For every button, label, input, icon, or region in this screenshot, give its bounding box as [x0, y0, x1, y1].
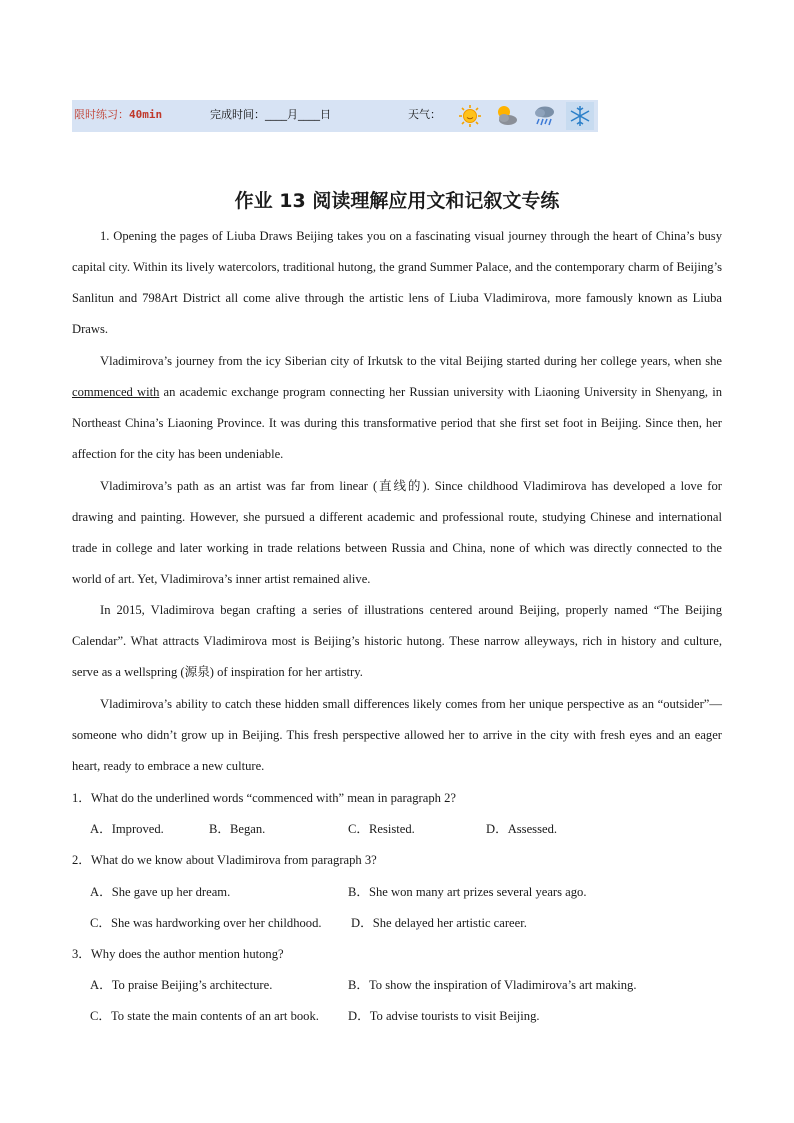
passage-paragraph-4: In 2015, Vladimirova began crafting a series of illustrations centered around Beijing, properly named “The Beijing Calendar”. What attracts Vladimirova most is Beijing’s historic hutong. These narrow alleyways, rich in history and culture, serve as a wellspring (源泉) of inspiration for her artistry. [72, 603, 722, 679]
timer-label: 限时练习： [74, 108, 129, 121]
completion-time: 完成时间：____月____日 [210, 108, 331, 121]
passage-paragraph-3: Vladimirova’s path as an artist was far from linear (直线的). Since childhood Vladimirova has developed a love for drawing and painting. However, she pursued a different academic and professional route, studying Chinese and international trade in college and later working in trade relations between Russia and China, none of which was directly connected to the world of art. Yet, Vladimirova’s inner artist remained alive. [72, 479, 722, 586]
page-title: 作业 13 阅读理解应用文和记叙文专练 [234, 190, 560, 212]
snowflake-icon [566, 102, 594, 130]
question-3-option-d[interactable]: D．To advise tourists to visit Beijing. [348, 1009, 540, 1023]
question-1-option-d[interactable]: D．Assessed. [486, 822, 558, 836]
question-3-option-b[interactable]: B．To show the inspiration of Vladimirova’s art making. [348, 978, 637, 992]
question-3-option-c[interactable]: C．To state the main contents of an art book. [90, 1009, 319, 1023]
partly-cloudy-icon [492, 102, 520, 130]
question-2-stem: 2．What do we know about Vladimirova from paragraph 3? [72, 853, 377, 867]
weather-label: 天气： [408, 108, 441, 121]
timer-value: 40min [129, 108, 163, 121]
question-2-option-a[interactable]: A．She gave up her dream. [90, 885, 231, 899]
question-3-option-a[interactable]: A．To praise Beijing’s architecture. [90, 978, 273, 992]
question-1-option-b[interactable]: B．Began. [209, 822, 266, 836]
question-3-stem: 3．Why does the author mention hutong? [72, 947, 284, 961]
question-2-option-d[interactable]: D．She delayed her artistic career. [351, 916, 527, 930]
passage-paragraph-1: 1. Opening the pages of Liuba Draws Beijing takes you on a fascinating visual journey through the heart of China’s busy capital city. Within its lively watercolors, traditional hutong, the grand Summer Palace, and the contemporary charm of Beijing’s Sanlitun and 798Art District all come alive through the artistic lens of Liuba Vladimirova, more famously known as Liuba Draws. [72, 229, 722, 336]
question-1-option-c[interactable]: C．Resisted. [348, 822, 415, 836]
underlined-phrase: commenced with [72, 385, 160, 399]
question-2-option-c[interactable]: C．She was hardworking over her childhood. [90, 916, 322, 930]
header-bar [72, 100, 598, 132]
question-1-stem: 1．What do the underlined words “commenced with” mean in paragraph 2? [72, 791, 456, 805]
sun-icon [456, 102, 484, 130]
timer [74, 108, 162, 122]
passage-paragraph-2: Vladimirova’s journey from the icy Siberian city of Irkutsk to the vital Beijing started during her college years, when she commenced with an academic exchange program connecting her Russian university with Liaoning University in Shenyang, in Northeast China’s Liaoning Province. It was during this transformative period that she first set foot in Beijing. Since then, her affection for the city has been undeniable. [72, 354, 722, 461]
question-1-option-a[interactable]: A．Improved. [90, 822, 164, 836]
rain-icon [530, 102, 558, 130]
question-2-option-b[interactable]: B．She won many art prizes several years ago. [348, 885, 587, 899]
passage-paragraph-5: Vladimirova’s ability to catch these hidden small differences likely comes from her unique perspective as an “outsider”—someone who didn’t grow up in Beijing. This fresh perspective allowed her to arrive in the city with fresh eyes and an eager heart, ready to embrace a new culture. [72, 697, 722, 773]
